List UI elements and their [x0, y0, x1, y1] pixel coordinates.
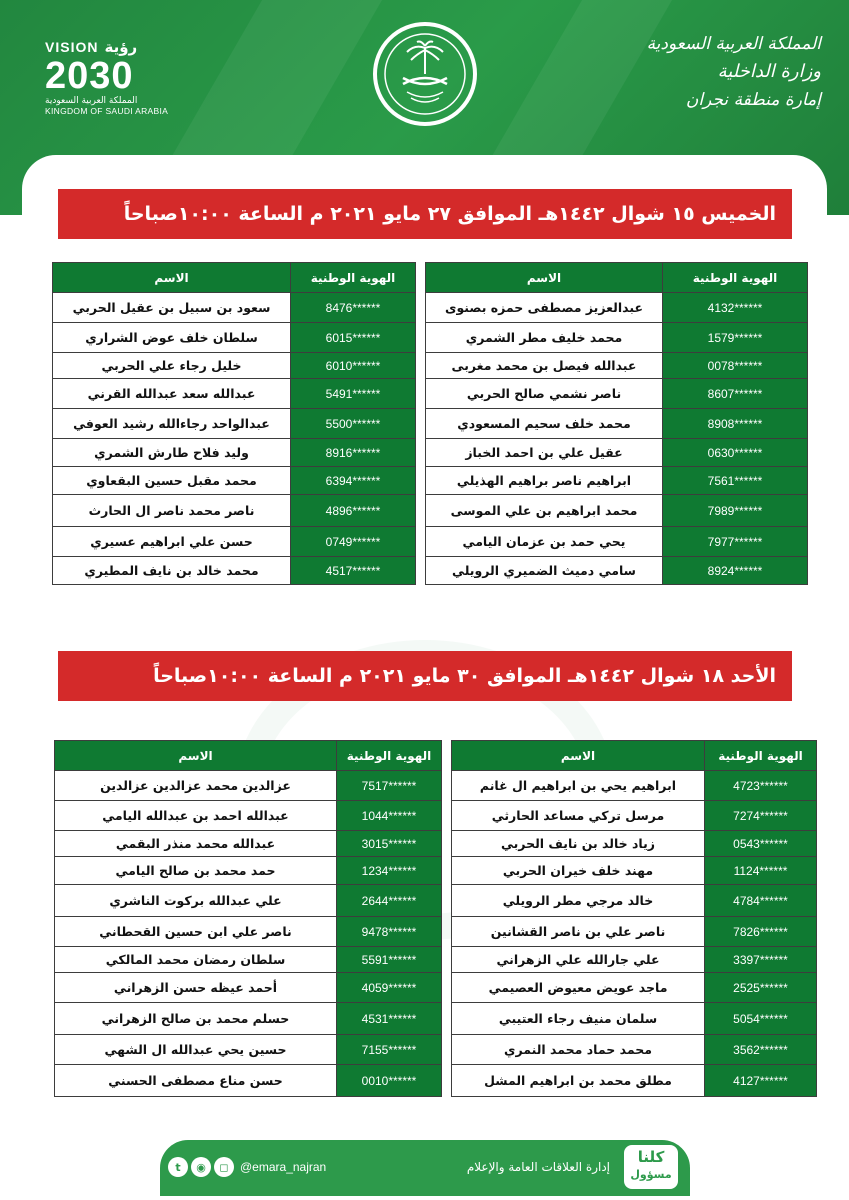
name-cell: سامي دميث الضميري الرويلي: [426, 557, 663, 585]
national-id-cell: 7826******: [705, 917, 817, 947]
column-gap: [442, 771, 452, 801]
vision-ar: رؤية: [104, 38, 138, 56]
national-id-cell: 6394******: [291, 467, 416, 495]
name-cell: خليل رجاء علي الحربي: [53, 353, 291, 379]
national-id-cell: 6010******: [291, 353, 416, 379]
national-id-cell: 8916******: [291, 439, 416, 467]
name-cell: حسلم محمد بن صالح الزهراني: [55, 1003, 337, 1035]
table-row: [53, 353, 808, 379]
table-row: [55, 885, 817, 917]
palm-swords-icon: [377, 26, 473, 122]
vision-year: 2030: [45, 55, 134, 97]
national-id-cell: 4531******: [337, 1003, 442, 1035]
national-id-cell: 3397******: [705, 947, 817, 973]
national-id-cell: 2644******: [337, 885, 442, 917]
name-cell: ناصر علي بن ناصر القشانين: [452, 917, 705, 947]
name-cell: عبدالعزيز مصطفى حمزه بصنوى: [426, 293, 663, 323]
national-id-cell: 8607******: [663, 379, 808, 409]
snapchat-icon[interactable]: ◉: [191, 1157, 211, 1177]
badge-line1: كلنا: [637, 1148, 665, 1166]
footer-pill: [160, 1140, 690, 1196]
national-id-cell: 4723******: [705, 771, 817, 801]
badge-line2: مسؤول: [630, 1168, 672, 1181]
names-table-1: [52, 262, 808, 585]
kingdom-en: KINGDOM OF SAUDI ARABIA: [45, 106, 169, 116]
national-id-cell: 7561******: [663, 467, 808, 495]
name-cell: أحمد عيظه حسن الزهراني: [55, 973, 337, 1003]
national-id-cell: 8908******: [663, 409, 808, 439]
table-row: [53, 409, 808, 439]
national-id-cell: 4132******: [663, 293, 808, 323]
table-row: [55, 947, 817, 973]
column-gap: [442, 1003, 452, 1035]
column-gap: [416, 353, 426, 379]
col-name-header: الاسم: [452, 741, 705, 771]
column-gap: [442, 1035, 452, 1065]
name-cell: علي جارالله علي الزهراني: [452, 947, 705, 973]
name-cell: خالد مرجي مطر الرويلي: [452, 885, 705, 917]
name-cell: ابراهيم يحي بن ابراهيم ال غانم: [452, 771, 705, 801]
table-body-2: [55, 771, 817, 1097]
column-gap: [442, 917, 452, 947]
national-id-cell: 5491******: [291, 379, 416, 409]
national-id-cell: 0630******: [663, 439, 808, 467]
name-cell: محمد خليف مطر الشمري: [426, 323, 663, 353]
vision-en: VISION: [45, 39, 99, 55]
national-id-cell: 1579******: [663, 323, 808, 353]
ministry-emblem: [373, 22, 477, 126]
name-cell: مطلق محمد بن ابراهيم المشل: [452, 1065, 705, 1097]
twitter-icon[interactable]: t: [168, 1157, 188, 1177]
column-gap: [416, 439, 426, 467]
table-body-1: [53, 293, 808, 585]
column-gap: [416, 409, 426, 439]
column-gap: [416, 495, 426, 527]
name-cell: عبدالواحد رجاءالله رشيد العوفي: [53, 409, 291, 439]
national-id-cell: 7517******: [337, 771, 442, 801]
table-row: [53, 557, 808, 585]
name-cell: ناصر علي ابن حسين القحطاني: [55, 917, 337, 947]
column-gap: [416, 323, 426, 353]
department-name: إدارة العلاقات العامة والإعلام: [466, 1160, 610, 1174]
name-cell: زياد خالد بن نايف الحربي: [452, 831, 705, 857]
name-cell: وليد فلاح طارش الشمري: [53, 439, 291, 467]
national-id-cell: 8476******: [291, 293, 416, 323]
footer: [0, 1130, 849, 1200]
col-id-header: الهوية الوطنية: [663, 263, 808, 293]
name-cell: عقيل علي بن احمد الخباز: [426, 439, 663, 467]
national-id-cell: 7274******: [705, 801, 817, 831]
name-cell: ابراهيم ناصر براهيم الهذيلي: [426, 467, 663, 495]
national-id-cell: 1234******: [337, 857, 442, 885]
name-cell: محمد ابراهيم بن علي الموسى: [426, 495, 663, 527]
column-gap: [416, 263, 426, 293]
name-cell: سلطان خلف عوض الشراري: [53, 323, 291, 353]
name-cell: ناصر محمد ناصر ال الحارث: [53, 495, 291, 527]
national-id-cell: 4059******: [337, 973, 442, 1003]
ministry-line1: المملكة العربية السعودية: [646, 34, 821, 54]
social-links: [168, 1157, 326, 1177]
name-cell: محمد حماد محمد النمري: [452, 1035, 705, 1065]
name-cell: محمد مقبل حسين البقعاوي: [53, 467, 291, 495]
table-row: [53, 379, 808, 409]
name-cell: محمد خلف سحيم المسعودي: [426, 409, 663, 439]
name-cell: عبدالله محمد منذر البقمي: [55, 831, 337, 857]
national-id-cell: 5054******: [705, 1003, 817, 1035]
name-cell: حسن علي ابراهيم عسيري: [53, 527, 291, 557]
col-id-header: الهوية الوطنية: [337, 741, 442, 771]
name-cell: عبدالله فيصل بن محمد مغربى: [426, 353, 663, 379]
national-id-cell: 3015******: [337, 831, 442, 857]
kullona-badge: [624, 1145, 678, 1189]
column-gap: [442, 947, 452, 973]
national-id-cell: 4784******: [705, 885, 817, 917]
national-id-cell: 8924******: [663, 557, 808, 585]
names-table-2: [54, 740, 817, 1097]
column-gap: [442, 885, 452, 917]
national-id-cell: 5500******: [291, 409, 416, 439]
national-id-cell: 3562******: [705, 1035, 817, 1065]
name-cell: سلطان رمضان محمد المالكي: [55, 947, 337, 973]
social-handle[interactable]: @emara_najran: [240, 1160, 327, 1174]
name-cell: مرسل تركي مساعد الحارثي: [452, 801, 705, 831]
col-id-header: الهوية الوطنية: [291, 263, 416, 293]
table-row: [53, 467, 808, 495]
ministry-title: [591, 30, 821, 114]
table-row: [53, 293, 808, 323]
table-row: [55, 973, 817, 1003]
table-row: [53, 495, 808, 527]
national-id-cell: 1044******: [337, 801, 442, 831]
table-row: [53, 527, 808, 557]
national-id-cell: 5591******: [337, 947, 442, 973]
name-cell: ماجد عويض معيوض العصيمي: [452, 973, 705, 1003]
column-gap: [442, 857, 452, 885]
name-cell: محمد خالد بن نايف المطيري: [53, 557, 291, 585]
national-id-cell: 0010******: [337, 1065, 442, 1097]
column-gap: [442, 1065, 452, 1097]
table-row: [55, 1035, 817, 1065]
national-id-cell: 4517******: [291, 557, 416, 585]
name-cell: حسين يحي عبدالله ال الشهي: [55, 1035, 337, 1065]
vision-2030-logo: [45, 38, 195, 116]
national-id-cell: 1124******: [705, 857, 817, 885]
table-row: [53, 323, 808, 353]
table-row: [55, 771, 817, 801]
name-cell: عزالدين محمد عزالدين عزالدين: [55, 771, 337, 801]
national-id-cell: 7155******: [337, 1035, 442, 1065]
ministry-line2: وزارة الداخلية: [717, 61, 821, 82]
table-header-row: [55, 741, 817, 771]
name-cell: علي عبدالله بركوت الناشري: [55, 885, 337, 917]
column-gap: [416, 527, 426, 557]
column-gap: [442, 741, 452, 771]
table-header-row: [53, 263, 808, 293]
col-id-header: الهوية الوطنية: [705, 741, 817, 771]
national-id-cell: 0078******: [663, 353, 808, 379]
name-cell: سعود بن سبيل بن عقيل الحربي: [53, 293, 291, 323]
col-name-header: الاسم: [53, 263, 291, 293]
name-cell: يحي حمد بن عزمان اليامي: [426, 527, 663, 557]
col-name-header: الاسم: [426, 263, 663, 293]
column-gap: [416, 467, 426, 495]
table-row: [55, 917, 817, 947]
column-gap: [416, 379, 426, 409]
col-name-header: الاسم: [55, 741, 337, 771]
name-cell: عبدالله سعد عبدالله القرني: [53, 379, 291, 409]
kingdom-ar: المملكة العربية السعودية: [45, 96, 138, 106]
name-cell: مهند خلف خيران الحربي: [452, 857, 705, 885]
table-row: [53, 439, 808, 467]
date-bar-1: الخميس ١٥ شوال ١٤٤٢هـ الموافق ٢٧ مايو ٢٠٢١ م الساعة ١٠:٠٠صباحاً: [58, 189, 792, 239]
instagram-icon[interactable]: ◻: [214, 1157, 234, 1177]
name-cell: عبدالله احمد بن عبدالله اليامي: [55, 801, 337, 831]
table-row: [55, 801, 817, 831]
national-id-cell: 4127******: [705, 1065, 817, 1097]
column-gap: [416, 557, 426, 585]
date-bar-2: الأحد ١٨ شوال ١٤٤٢هـ الموافق ٣٠ مايو ٢٠٢١ م الساعة ١٠:٠٠صباحاً: [58, 651, 792, 701]
name-cell: حسن مناع مصطفى الحسني: [55, 1065, 337, 1097]
name-cell: حمد محمد بن صالح اليامي: [55, 857, 337, 885]
table-row: [55, 857, 817, 885]
table-row: [55, 831, 817, 857]
national-id-cell: 2525******: [705, 973, 817, 1003]
column-gap: [442, 831, 452, 857]
table-row: [55, 1003, 817, 1035]
ministry-line3: إمارة منطقة نجران: [685, 90, 821, 110]
national-id-cell: 6015******: [291, 323, 416, 353]
national-id-cell: 7989******: [663, 495, 808, 527]
column-gap: [442, 973, 452, 1003]
national-id-cell: 9478******: [337, 917, 442, 947]
national-id-cell: 0543******: [705, 831, 817, 857]
column-gap: [416, 293, 426, 323]
table-row: [55, 1065, 817, 1097]
national-id-cell: 0749******: [291, 527, 416, 557]
national-id-cell: 7977******: [663, 527, 808, 557]
name-cell: ناصر نشمي صالح الحربي: [426, 379, 663, 409]
name-cell: سلمان منيف رجاء العتيبي: [452, 1003, 705, 1035]
column-gap: [442, 801, 452, 831]
national-id-cell: 4896******: [291, 495, 416, 527]
